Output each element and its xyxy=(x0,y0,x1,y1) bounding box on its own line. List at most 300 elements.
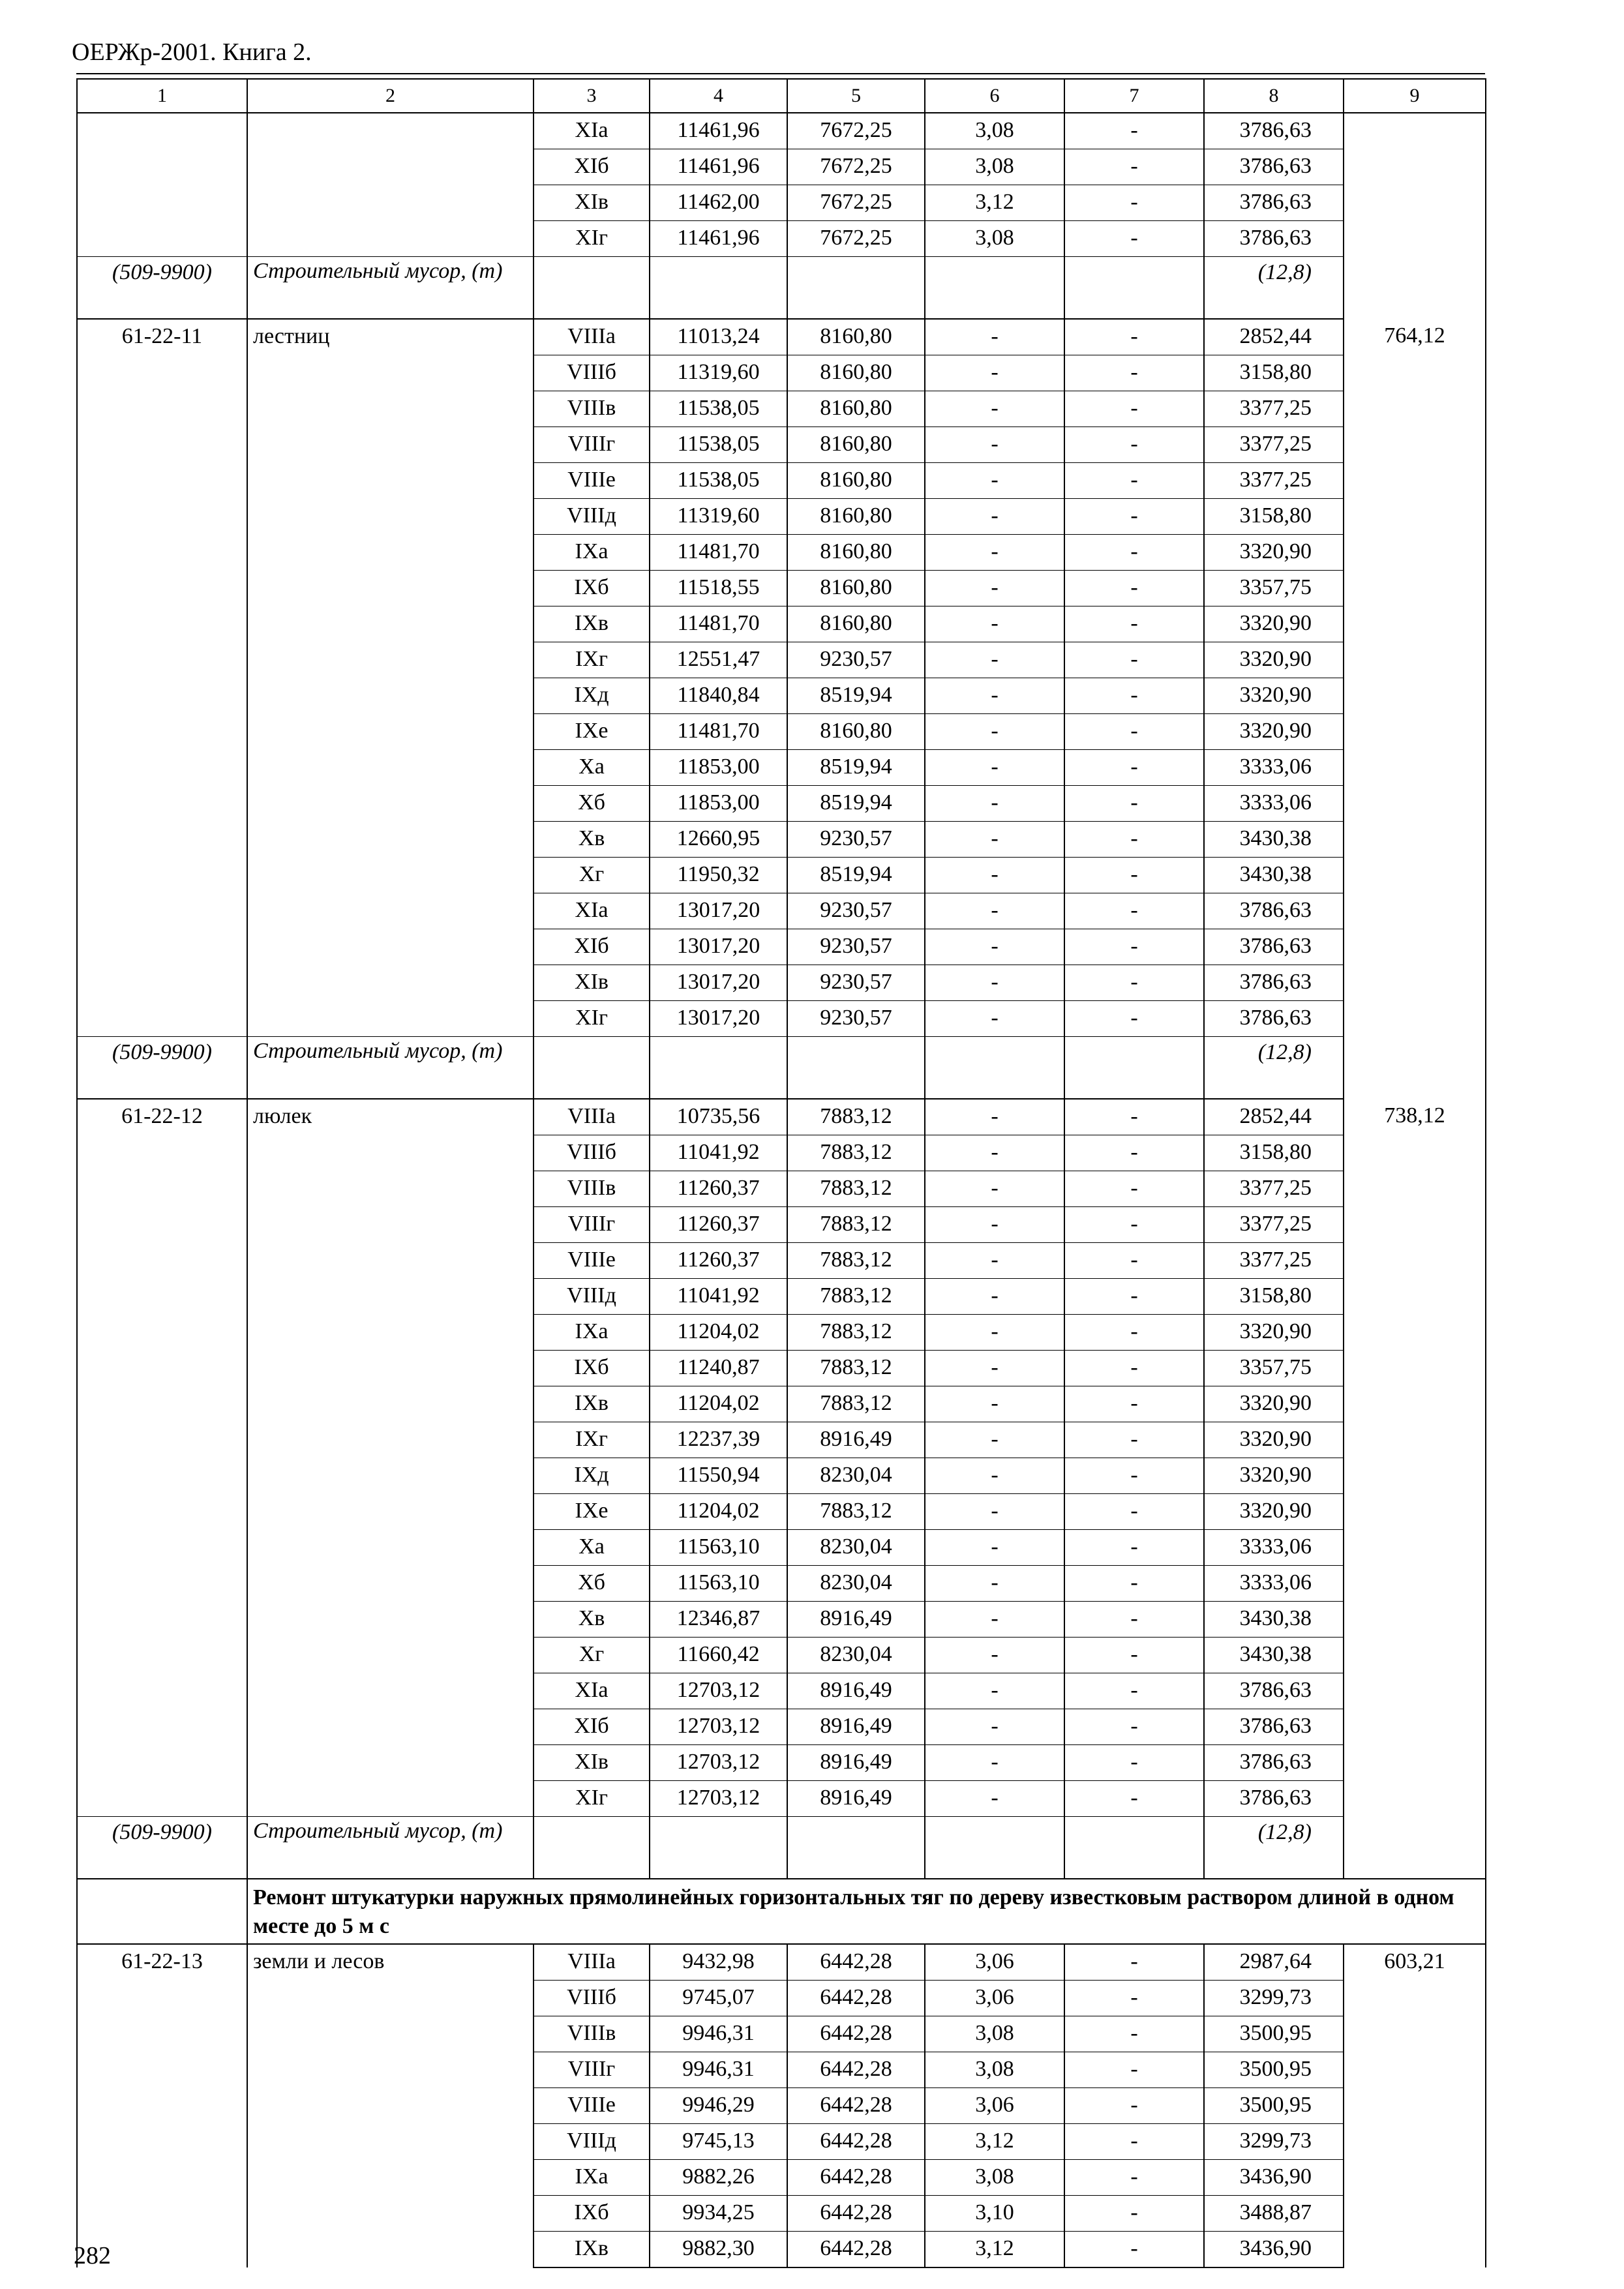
total-cost-cell: 13017,20 xyxy=(650,965,787,1001)
operators-cell: - xyxy=(1064,714,1204,750)
materials-cell: 3436,90 xyxy=(1204,2232,1344,2268)
total-cost-cell: 11563,10 xyxy=(650,1530,787,1566)
labor-cell: 8160,80 xyxy=(787,571,925,606)
machines-cell: - xyxy=(925,1781,1064,1817)
materials-cell: 3488,87 xyxy=(1204,2196,1344,2232)
zone-cell: XIг xyxy=(534,1001,650,1037)
zone-cell: IXв xyxy=(534,2232,650,2268)
operators-cell: - xyxy=(1064,786,1204,822)
operators-cell: - xyxy=(1064,858,1204,893)
empty-cell xyxy=(534,1817,650,1879)
waste-label-cell: Строительный мусор, (т) xyxy=(247,1817,534,1879)
rate-code-cell: 61-22-13 xyxy=(77,1944,247,2267)
materials-cell: 3500,95 xyxy=(1204,2088,1344,2124)
total-cost-cell: 12703,12 xyxy=(650,1673,787,1709)
total-cost-cell: 13017,20 xyxy=(650,893,787,929)
labor-cell: 6442,28 xyxy=(787,1981,925,2016)
machines-cell: - xyxy=(925,1135,1064,1171)
machines-cell: - xyxy=(925,929,1064,965)
total-cell: 764,12 xyxy=(1344,319,1486,1099)
zone-cell: VIIIв xyxy=(534,391,650,427)
operators-cell: - xyxy=(1064,355,1204,391)
operators-cell: - xyxy=(1064,1530,1204,1566)
zone-cell: VIIIб xyxy=(534,1981,650,2016)
total-cost-cell: 11538,05 xyxy=(650,391,787,427)
total-cost-cell: 11461,96 xyxy=(650,221,787,257)
zone-cell: IXб xyxy=(534,571,650,606)
machines-cell: 3,08 xyxy=(925,113,1064,149)
table-row xyxy=(77,319,1486,355)
machines-cell: - xyxy=(925,427,1064,463)
labor-cell: 7883,12 xyxy=(787,1279,925,1315)
zone-cell: VIIIг xyxy=(534,1207,650,1243)
empty-cell xyxy=(1064,1037,1204,1100)
total-cost-cell: 9432,98 xyxy=(650,1944,787,1981)
operators-cell: - xyxy=(1064,1494,1204,1530)
total-cost-cell: 10735,56 xyxy=(650,1099,787,1135)
materials-cell: 3320,90 xyxy=(1204,606,1344,642)
materials-cell: 3320,90 xyxy=(1204,678,1344,714)
machines-cell: - xyxy=(925,858,1064,893)
operators-cell: - xyxy=(1064,1781,1204,1817)
machines-cell: - xyxy=(925,1458,1064,1494)
labor-cell: 7672,25 xyxy=(787,149,925,185)
materials-cell: 3377,25 xyxy=(1204,463,1344,499)
total-cost-cell: 11518,55 xyxy=(650,571,787,606)
machines-cell: 3,06 xyxy=(925,2088,1064,2124)
zone-cell: VIIIе xyxy=(534,463,650,499)
materials-cell: 3786,63 xyxy=(1204,1781,1344,1817)
rates-table xyxy=(76,78,1486,2268)
total-cost-cell: 12551,47 xyxy=(650,642,787,678)
operators-cell: - xyxy=(1064,499,1204,535)
empty-cell xyxy=(925,1817,1064,1879)
materials-cell: 3786,63 xyxy=(1204,149,1344,185)
materials-cell: 3333,06 xyxy=(1204,1566,1344,1602)
materials-cell: 3377,25 xyxy=(1204,1171,1344,1207)
total-cost-cell: 11260,37 xyxy=(650,1207,787,1243)
total-cost-cell: 11538,05 xyxy=(650,463,787,499)
zone-cell: VIIIa xyxy=(534,319,650,355)
machines-cell: - xyxy=(925,1243,1064,1279)
total-cost-cell: 11950,32 xyxy=(650,858,787,893)
machines-cell: - xyxy=(925,606,1064,642)
machines-cell: - xyxy=(925,1207,1064,1243)
materials-cell: 3158,80 xyxy=(1204,499,1344,535)
zone-cell: Xб xyxy=(534,786,650,822)
rate-code-cell xyxy=(77,113,247,257)
total-cost-cell: 11260,37 xyxy=(650,1243,787,1279)
machines-cell: 3,10 xyxy=(925,2196,1064,2232)
zone-cell: Xв xyxy=(534,1602,650,1638)
machines-cell: - xyxy=(925,1422,1064,1458)
zone-cell: IXв xyxy=(534,606,650,642)
operators-cell: - xyxy=(1064,1673,1204,1709)
materials-cell: 2987,64 xyxy=(1204,1944,1344,1981)
zone-cell: VIIIг xyxy=(534,427,650,463)
machines-cell: - xyxy=(925,535,1064,571)
labor-cell: 8519,94 xyxy=(787,750,925,786)
machines-cell: - xyxy=(925,1673,1064,1709)
materials-cell: 3333,06 xyxy=(1204,1530,1344,1566)
materials-cell: 3377,25 xyxy=(1204,1207,1344,1243)
zone-cell: XIa xyxy=(534,1673,650,1709)
machines-cell: - xyxy=(925,1351,1064,1386)
labor-cell: 7883,12 xyxy=(787,1135,925,1171)
labor-cell: 7672,25 xyxy=(787,221,925,257)
operators-cell: - xyxy=(1064,1638,1204,1673)
labor-cell: 9230,57 xyxy=(787,642,925,678)
empty-cell xyxy=(925,257,1064,320)
waste-label-cell: Строительный мусор, (т) xyxy=(247,1037,534,1100)
machines-cell: 3,12 xyxy=(925,2124,1064,2160)
machines-cell: - xyxy=(925,750,1064,786)
zone-cell: XIб xyxy=(534,149,650,185)
labor-cell: 8230,04 xyxy=(787,1530,925,1566)
materials-cell: 3333,06 xyxy=(1204,786,1344,822)
operators-cell: - xyxy=(1064,427,1204,463)
total-cost-cell: 12660,95 xyxy=(650,822,787,858)
zone-cell: XIб xyxy=(534,929,650,965)
operators-cell: - xyxy=(1064,1315,1204,1351)
materials-cell: 3786,63 xyxy=(1204,1673,1344,1709)
operators-cell: - xyxy=(1064,2160,1204,2196)
materials-cell: 3299,73 xyxy=(1204,1981,1344,2016)
zone-cell: VIIIa xyxy=(534,1944,650,1981)
header-rule xyxy=(76,73,1485,74)
operators-cell: - xyxy=(1064,1981,1204,2016)
machines-cell: - xyxy=(925,1494,1064,1530)
labor-cell: 8916,49 xyxy=(787,1781,925,1817)
total-cost-cell: 11660,42 xyxy=(650,1638,787,1673)
materials-cell: 3786,63 xyxy=(1204,1709,1344,1745)
zone-cell: VIIIд xyxy=(534,499,650,535)
materials-cell: 3500,95 xyxy=(1204,2052,1344,2088)
operators-cell: - xyxy=(1064,1602,1204,1638)
section-title-row xyxy=(77,1879,1486,1944)
zone-cell: IXг xyxy=(534,1422,650,1458)
labor-cell: 8916,49 xyxy=(787,1709,925,1745)
total-cost-cell: 9946,31 xyxy=(650,2016,787,2052)
total-cost-cell: 11204,02 xyxy=(650,1386,787,1422)
operators-cell: - xyxy=(1064,1745,1204,1781)
total-cost-cell: 9946,31 xyxy=(650,2052,787,2088)
labor-cell: 7883,12 xyxy=(787,1243,925,1279)
labor-cell: 9230,57 xyxy=(787,965,925,1001)
operators-cell: - xyxy=(1064,149,1204,185)
total-cost-cell: 9882,26 xyxy=(650,2160,787,2196)
machines-cell: 3,06 xyxy=(925,1981,1064,2016)
total-cost-cell: 13017,20 xyxy=(650,1001,787,1037)
operators-cell: - xyxy=(1064,1944,1204,1981)
total-cost-cell: 11853,00 xyxy=(650,786,787,822)
operators-cell: - xyxy=(1064,2232,1204,2268)
machines-cell: - xyxy=(925,1566,1064,1602)
waste-row xyxy=(77,257,1486,320)
column-header-6: 6 xyxy=(925,79,1064,113)
total-cost-cell: 11260,37 xyxy=(650,1171,787,1207)
zone-cell: IXд xyxy=(534,678,650,714)
operators-cell: - xyxy=(1064,463,1204,499)
materials-cell: 3430,38 xyxy=(1204,858,1344,893)
waste-value-cell: (12,8) xyxy=(1204,257,1344,320)
operators-cell: - xyxy=(1064,1135,1204,1171)
waste-value-cell: (12,8) xyxy=(1204,1817,1344,1879)
machines-cell: - xyxy=(925,642,1064,678)
labor-cell: 6442,28 xyxy=(787,2124,925,2160)
section-title: Ремонт штукатурки наружных прямолинейных горизонтальных тяг по дереву известковым раствором длиной в одном месте до 5 м с xyxy=(247,1879,1486,1944)
labor-cell: 8160,80 xyxy=(787,606,925,642)
machines-cell: - xyxy=(925,1745,1064,1781)
materials-cell: 3786,63 xyxy=(1204,965,1344,1001)
total-cost-cell: 11041,92 xyxy=(650,1135,787,1171)
zone-cell: XIв xyxy=(534,185,650,221)
operators-cell: - xyxy=(1064,1001,1204,1037)
total-cost-cell: 11013,24 xyxy=(650,319,787,355)
materials-cell: 2852,44 xyxy=(1204,1099,1344,1135)
labor-cell: 8916,49 xyxy=(787,1602,925,1638)
machines-cell: - xyxy=(925,463,1064,499)
labor-cell: 7883,12 xyxy=(787,1171,925,1207)
materials-cell: 3430,38 xyxy=(1204,1638,1344,1673)
waste-code-cell: (509-9900) xyxy=(77,1037,247,1100)
labor-cell: 8519,94 xyxy=(787,678,925,714)
operators-cell: - xyxy=(1064,1566,1204,1602)
machines-cell: 3,12 xyxy=(925,185,1064,221)
materials-cell: 3320,90 xyxy=(1204,1386,1344,1422)
labor-cell: 7883,12 xyxy=(787,1207,925,1243)
column-header-4: 4 xyxy=(650,79,787,113)
machines-cell: - xyxy=(925,355,1064,391)
machines-cell: - xyxy=(925,1099,1064,1135)
operators-cell: - xyxy=(1064,929,1204,965)
machines-cell: 3,08 xyxy=(925,2016,1064,2052)
labor-cell: 7883,12 xyxy=(787,1386,925,1422)
machines-cell: 3,08 xyxy=(925,2160,1064,2196)
zone-cell: VIIIд xyxy=(534,2124,650,2160)
empty-cell xyxy=(650,1817,787,1879)
operators-cell: - xyxy=(1064,2088,1204,2124)
rate-name-cell: лестниц xyxy=(247,319,534,1037)
labor-cell: 8916,49 xyxy=(787,1673,925,1709)
total-cost-cell: 9934,25 xyxy=(650,2196,787,2232)
machines-cell: - xyxy=(925,499,1064,535)
labor-cell: 8160,80 xyxy=(787,463,925,499)
machines-cell: - xyxy=(925,1709,1064,1745)
machines-cell: - xyxy=(925,714,1064,750)
total-cell xyxy=(1344,113,1486,319)
machines-cell: - xyxy=(925,678,1064,714)
labor-cell: 8230,04 xyxy=(787,1458,925,1494)
rate-name-cell: люлек xyxy=(247,1099,534,1817)
operators-cell: - xyxy=(1064,1351,1204,1386)
operators-cell: - xyxy=(1064,2196,1204,2232)
materials-cell: 3377,25 xyxy=(1204,391,1344,427)
total-cell: 738,12 xyxy=(1344,1099,1486,1879)
materials-cell: 3333,06 xyxy=(1204,750,1344,786)
machines-cell: - xyxy=(925,1279,1064,1315)
labor-cell: 7672,25 xyxy=(787,113,925,149)
labor-cell: 7883,12 xyxy=(787,1099,925,1135)
materials-cell: 3320,90 xyxy=(1204,1315,1344,1351)
total-cost-cell: 11481,70 xyxy=(650,714,787,750)
machines-cell: - xyxy=(925,1171,1064,1207)
zone-cell: IXе xyxy=(534,1494,650,1530)
operators-cell: - xyxy=(1064,185,1204,221)
zone-cell: XIв xyxy=(534,1745,650,1781)
operators-cell: - xyxy=(1064,678,1204,714)
materials-cell: 3158,80 xyxy=(1204,1135,1344,1171)
materials-cell: 3786,63 xyxy=(1204,929,1344,965)
labor-cell: 7883,12 xyxy=(787,1351,925,1386)
zone-cell: IXa xyxy=(534,2160,650,2196)
labor-cell: 6442,28 xyxy=(787,2160,925,2196)
machines-cell: - xyxy=(925,1638,1064,1673)
operators-cell: - xyxy=(1064,606,1204,642)
machines-cell: 3,08 xyxy=(925,149,1064,185)
materials-cell: 3500,95 xyxy=(1204,2016,1344,2052)
zone-cell: IXд xyxy=(534,1458,650,1494)
total-cost-cell: 12703,12 xyxy=(650,1781,787,1817)
materials-cell: 2852,44 xyxy=(1204,319,1344,355)
labor-cell: 6442,28 xyxy=(787,2052,925,2088)
machines-cell: - xyxy=(925,1001,1064,1037)
total-cost-cell: 11481,70 xyxy=(650,606,787,642)
materials-cell: 3320,90 xyxy=(1204,642,1344,678)
table-row xyxy=(77,1944,1486,1981)
zone-cell: Xб xyxy=(534,1566,650,1602)
zone-cell: VIIIa xyxy=(534,1099,650,1135)
column-header-3: 3 xyxy=(534,79,650,113)
operators-cell: - xyxy=(1064,965,1204,1001)
machines-cell: - xyxy=(925,1315,1064,1351)
zone-cell: IXе xyxy=(534,714,650,750)
empty-cell xyxy=(534,1037,650,1100)
waste-code-cell: (509-9900) xyxy=(77,257,247,320)
materials-cell: 3786,63 xyxy=(1204,185,1344,221)
zone-cell: Xг xyxy=(534,1638,650,1673)
labor-cell: 7883,12 xyxy=(787,1315,925,1351)
total-cost-cell: 9946,29 xyxy=(650,2088,787,2124)
zone-cell: IXa xyxy=(534,535,650,571)
zone-cell: VIIIе xyxy=(534,2088,650,2124)
labor-cell: 6442,28 xyxy=(787,2232,925,2268)
total-cost-cell: 11563,10 xyxy=(650,1566,787,1602)
total-cost-cell: 12237,39 xyxy=(650,1422,787,1458)
zone-cell: VIIIе xyxy=(534,1243,650,1279)
labor-cell: 8519,94 xyxy=(787,858,925,893)
operators-cell: - xyxy=(1064,2124,1204,2160)
total-cost-cell: 11041,92 xyxy=(650,1279,787,1315)
rate-code-cell: 61-22-11 xyxy=(77,319,247,1037)
empty-cell xyxy=(1064,257,1204,320)
operators-cell: - xyxy=(1064,2052,1204,2088)
machines-cell: - xyxy=(925,319,1064,355)
materials-cell: 3357,75 xyxy=(1204,571,1344,606)
total-cost-cell: 11538,05 xyxy=(650,427,787,463)
column-header-2: 2 xyxy=(247,79,534,113)
operators-cell: - xyxy=(1064,642,1204,678)
labor-cell: 8916,49 xyxy=(787,1745,925,1781)
zone-cell: Xa xyxy=(534,750,650,786)
labor-cell: 8160,80 xyxy=(787,714,925,750)
total-cost-cell: 11840,84 xyxy=(650,678,787,714)
labor-cell: 8160,80 xyxy=(787,535,925,571)
zone-cell: IXб xyxy=(534,1351,650,1386)
machines-cell: - xyxy=(925,822,1064,858)
labor-cell: 8160,80 xyxy=(787,427,925,463)
zone-cell: VIIIг xyxy=(534,2052,650,2088)
labor-cell: 9230,57 xyxy=(787,822,925,858)
materials-cell: 3786,63 xyxy=(1204,113,1344,149)
zone-cell: XIa xyxy=(534,113,650,149)
waste-row xyxy=(77,1817,1486,1879)
zone-cell: IXг xyxy=(534,642,650,678)
column-header-1: 1 xyxy=(77,79,247,113)
labor-cell: 8916,49 xyxy=(787,1422,925,1458)
machines-cell: - xyxy=(925,1386,1064,1422)
empty-cell xyxy=(650,257,787,320)
operators-cell: - xyxy=(1064,1279,1204,1315)
operators-cell: - xyxy=(1064,113,1204,149)
materials-cell: 3357,75 xyxy=(1204,1351,1344,1386)
operators-cell: - xyxy=(1064,1099,1204,1135)
materials-cell: 3377,25 xyxy=(1204,1243,1344,1279)
machines-cell: - xyxy=(925,571,1064,606)
labor-cell: 9230,57 xyxy=(787,893,925,929)
rate-code-cell: 61-22-12 xyxy=(77,1099,247,1817)
machines-cell: 3,12 xyxy=(925,2232,1064,2268)
machines-cell: - xyxy=(925,391,1064,427)
labor-cell: 8160,80 xyxy=(787,319,925,355)
materials-cell: 3436,90 xyxy=(1204,2160,1344,2196)
operators-cell: - xyxy=(1064,535,1204,571)
zone-cell: VIIIд xyxy=(534,1279,650,1315)
machines-cell: - xyxy=(925,1602,1064,1638)
zone-cell: Xa xyxy=(534,1530,650,1566)
zone-cell: XIг xyxy=(534,1781,650,1817)
machines-cell: - xyxy=(925,965,1064,1001)
labor-cell: 8160,80 xyxy=(787,499,925,535)
machines-cell: - xyxy=(925,893,1064,929)
materials-cell: 3320,90 xyxy=(1204,1422,1344,1458)
zone-cell: VIIIв xyxy=(534,2016,650,2052)
table-row xyxy=(77,113,1486,149)
total-cost-cell: 9745,07 xyxy=(650,1981,787,2016)
operators-cell: - xyxy=(1064,319,1204,355)
operators-cell: - xyxy=(1064,2016,1204,2052)
materials-cell: 3430,38 xyxy=(1204,1602,1344,1638)
labor-cell: 9230,57 xyxy=(787,1001,925,1037)
total-cost-cell: 12703,12 xyxy=(650,1709,787,1745)
materials-cell: 3158,80 xyxy=(1204,1279,1344,1315)
zone-cell: XIa xyxy=(534,893,650,929)
total-cell: 603,21 xyxy=(1344,1944,1486,2267)
total-cost-cell: 11550,94 xyxy=(650,1458,787,1494)
total-cost-cell: 11461,96 xyxy=(650,113,787,149)
waste-value-cell: (12,8) xyxy=(1204,1037,1344,1100)
zone-cell: Xв xyxy=(534,822,650,858)
materials-cell: 3320,90 xyxy=(1204,535,1344,571)
zone-cell: VIIIв xyxy=(534,1171,650,1207)
zone-cell: VIIIб xyxy=(534,1135,650,1171)
operators-cell: - xyxy=(1064,1243,1204,1279)
operators-cell: - xyxy=(1064,571,1204,606)
total-cost-cell: 11204,02 xyxy=(650,1494,787,1530)
materials-cell: 3158,80 xyxy=(1204,355,1344,391)
materials-cell: 3320,90 xyxy=(1204,714,1344,750)
waste-code-cell: (509-9900) xyxy=(77,1817,247,1879)
